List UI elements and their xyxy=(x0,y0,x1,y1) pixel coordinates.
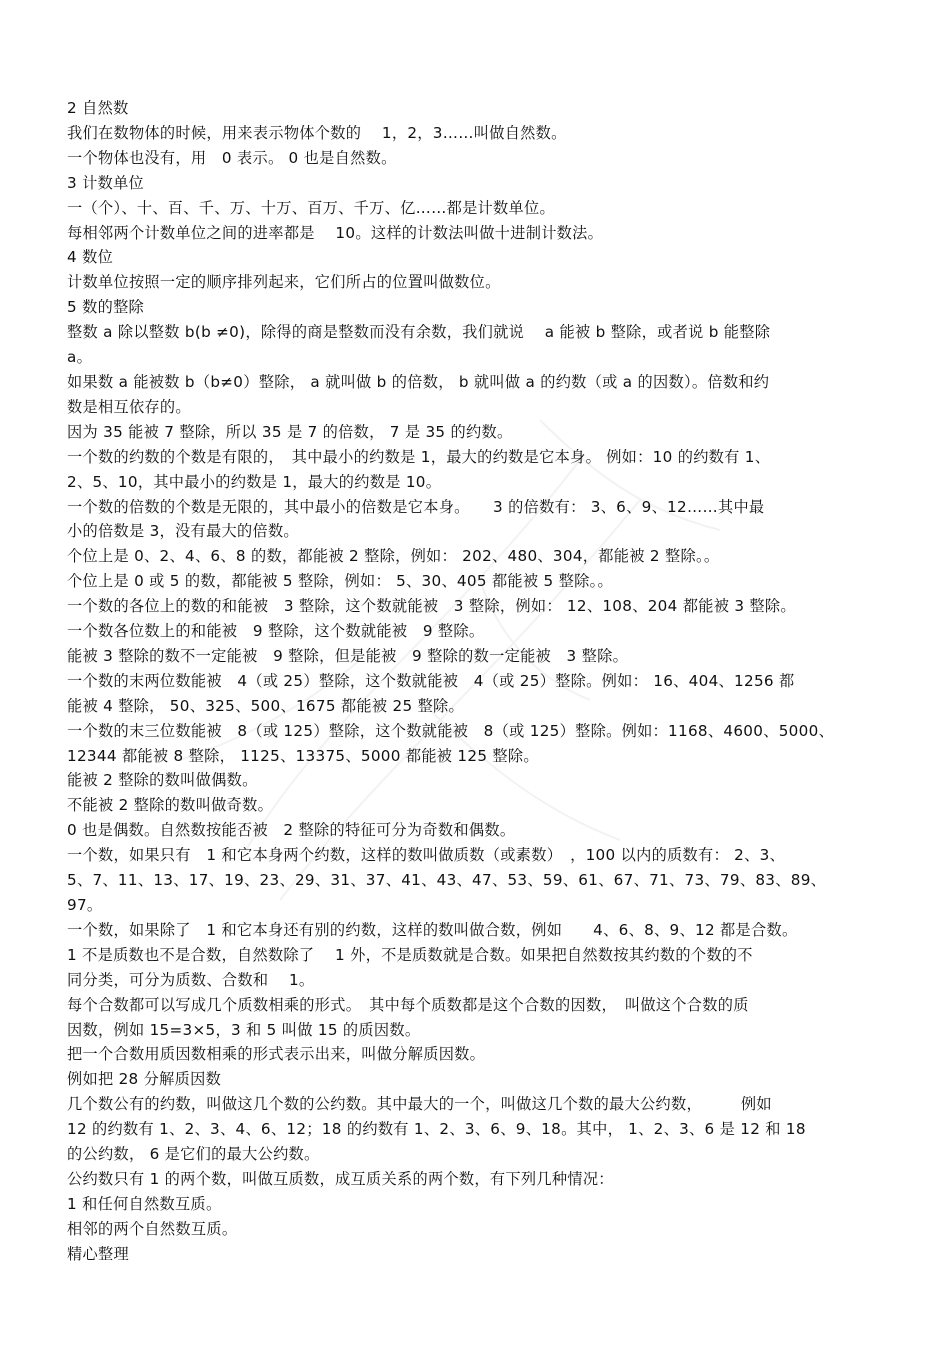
paragraph-line: 同分类，可分为质数、合数和 1。 xyxy=(67,970,315,989)
paragraph-line: 把一个合数用质因数相乘的形式表示出来，叫做分解质因数。 xyxy=(67,1045,486,1064)
paragraph-line: 一个数，如果除了 1 和它本身还有别的约数，这样的数叫做合数，例如 4、6、8、9、12 都是合数。 xyxy=(67,920,798,939)
paragraph-line: 0 也是偶数。自然数按能否被 2 整除的特征可分为奇数和偶数。 xyxy=(67,821,516,840)
paragraph-line: 一个数的倍数的个数是无限的，其中最小的倍数是它本身。 3 的倍数有： 3、6、9、12……其中最 xyxy=(67,497,765,516)
paragraph-line: 2、5、10，其中最小的约数是 1，最大的约数是 10。 xyxy=(67,472,442,491)
section-heading: 3 计数单位 xyxy=(67,173,145,192)
paragraph-line: 一个物体也没有，用 0 表示。 0 也是自然数。 xyxy=(67,148,397,167)
paragraph-line: 不能被 2 整除的数叫做奇数。 xyxy=(67,796,274,815)
paragraph-line: 的公约数， 6 是它们的最大公约数。 xyxy=(67,1145,320,1164)
paragraph-line: 公约数只有 1 的两个数，叫做互质数，成互质关系的两个数，有下列几种情况： xyxy=(67,1169,614,1188)
paragraph-line: 一个数的末两位数能被 4（或 25）整除，这个数就能被 4（或 25）整除。例如： 16、404、1256 都 xyxy=(67,671,795,690)
paragraph-line: 每个合数都可以写成几个质数相乘的形式。 其中每个质数都是这个合数的因数， 叫做这个合数的质 xyxy=(67,995,749,1014)
section-heading: 2 自然数 xyxy=(67,99,129,117)
section-heading: 5 数的整除 xyxy=(67,298,145,317)
paragraph-line: 如果数 a 能被数 b（b≠0）整除， a 就叫做 b 的倍数， b 就叫做 a 的约数（或 a 的因数）。倍数和约 xyxy=(67,372,770,391)
paragraph-line: 小的倍数是 3，没有最大的倍数。 xyxy=(67,522,299,541)
paragraph-line: 一个数各位数上的和能被 9 整除，这个数就能被 9 整除。 xyxy=(67,622,485,641)
paragraph-line: 一个数的各位上的数的和能被 3 整除，这个数就能被 3 整除，例如： 12、108、204 都能被 3 整除。 xyxy=(67,597,796,616)
section-heading: 4 数位 xyxy=(67,248,114,267)
paragraph-line: 因为 35 能被 7 整除，所以 35 是 7 的倍数， 7 是 35 的约数。 xyxy=(67,422,513,441)
paragraph-line: 个位上是 0 或 5 的数，都能被 5 整除，例如： 5、30、405 都能被 5 整除。。 xyxy=(67,572,613,591)
paragraph-line: 每相邻两个计数单位之间的进率都是 10。这样的计数法叫做十进制计数法。 xyxy=(67,223,604,242)
paragraph-line: 5、7、11、13、17、19、23、29、31、37、41、43、47、53、59、61、67、71、73、79、83、89、 xyxy=(67,871,827,890)
paragraph-line: 几个数公有的约数，叫做这几个数的公约数。其中最大的一个，叫做这几个数的最大公约数， 例如 xyxy=(67,1095,772,1114)
footer-note: 精心整理 xyxy=(67,1244,129,1263)
paragraph-line: 一个数，如果只有 1 和它本身两个约数，这样的数叫做质数（或素数） ，100 以内的质数有： 2、3、 xyxy=(67,846,786,865)
paragraph-line: 能被 2 整除的数叫做偶数。 xyxy=(67,771,258,790)
paragraph-line: 相邻的两个自然数互质。 xyxy=(67,1219,238,1238)
paragraph-line: 97。 xyxy=(67,896,103,914)
paragraph-line: 例如把 28 分解质因数 xyxy=(67,1070,222,1089)
paragraph-line: 我们在数物体的时候，用来表示物体个数的 1，2，3……叫做自然数。 xyxy=(67,123,567,142)
paragraph-line: 数是相互依存的。 xyxy=(67,397,191,416)
paragraph-line: 一个数的末三位数能被 8（或 125）整除，这个数就能被 8（或 125）整除。例如：1168、4600、5000、 xyxy=(67,721,835,740)
paragraph-line: 能被 4 整除， 50、325、500、1675 都能被 25 整除。 xyxy=(67,696,465,715)
paragraph-line: 1 不是质数也不是合数，自然数除了 1 外，不是质数就是合数。如果把自然数按其约数的个数的不 xyxy=(67,945,753,964)
paragraph-line: 因数，例如 15=3×5，3 和 5 叫做 15 的质因数。 xyxy=(67,1020,421,1039)
paragraph-line: 一个数的约数的个数是有限的， 其中最小的约数是 1，最大的约数是它本身。 例如：10 的约数有 1、 xyxy=(67,447,771,466)
paragraph-line: 计数单位按照一定的顺序排列起来，它们所占的位置叫做数位。 xyxy=(67,273,501,292)
paragraph-line: 整数 a 除以整数 b(b ≠0)，除得的商是整数而没有余数，我们就说 a 能被 b 整除，或者说 b 能整除 xyxy=(67,323,771,342)
paragraph-line: 能被 3 整除的数不一定能被 9 整除，但是能被 9 整除的数一定能被 3 整除。 xyxy=(67,646,629,665)
paragraph-line: 12 的约数有 1、2、3、4、6、12；18 的约数有 1、2、3、6、9、18。其中， 1、2、3、6 是 12 和 18 xyxy=(67,1120,806,1139)
paragraph-line: 个位上是 0、2、4、6、8 的数，都能被 2 整除，例如： 202、480、304，都能被 2 整除。。 xyxy=(67,547,720,566)
paragraph-line: a。 xyxy=(67,348,93,367)
paragraph-line: 12344 都能被 8 整除， 1125、13375、5000 都能被 125 整除。 xyxy=(67,746,539,765)
paragraph-line: 1 和任何自然数互质。 xyxy=(67,1194,222,1213)
document-body xyxy=(67,96,887,1267)
paragraph-line: 一（个）、十、百、千、万、十万、百万、千万、亿……都是计数单位。 xyxy=(67,198,555,217)
